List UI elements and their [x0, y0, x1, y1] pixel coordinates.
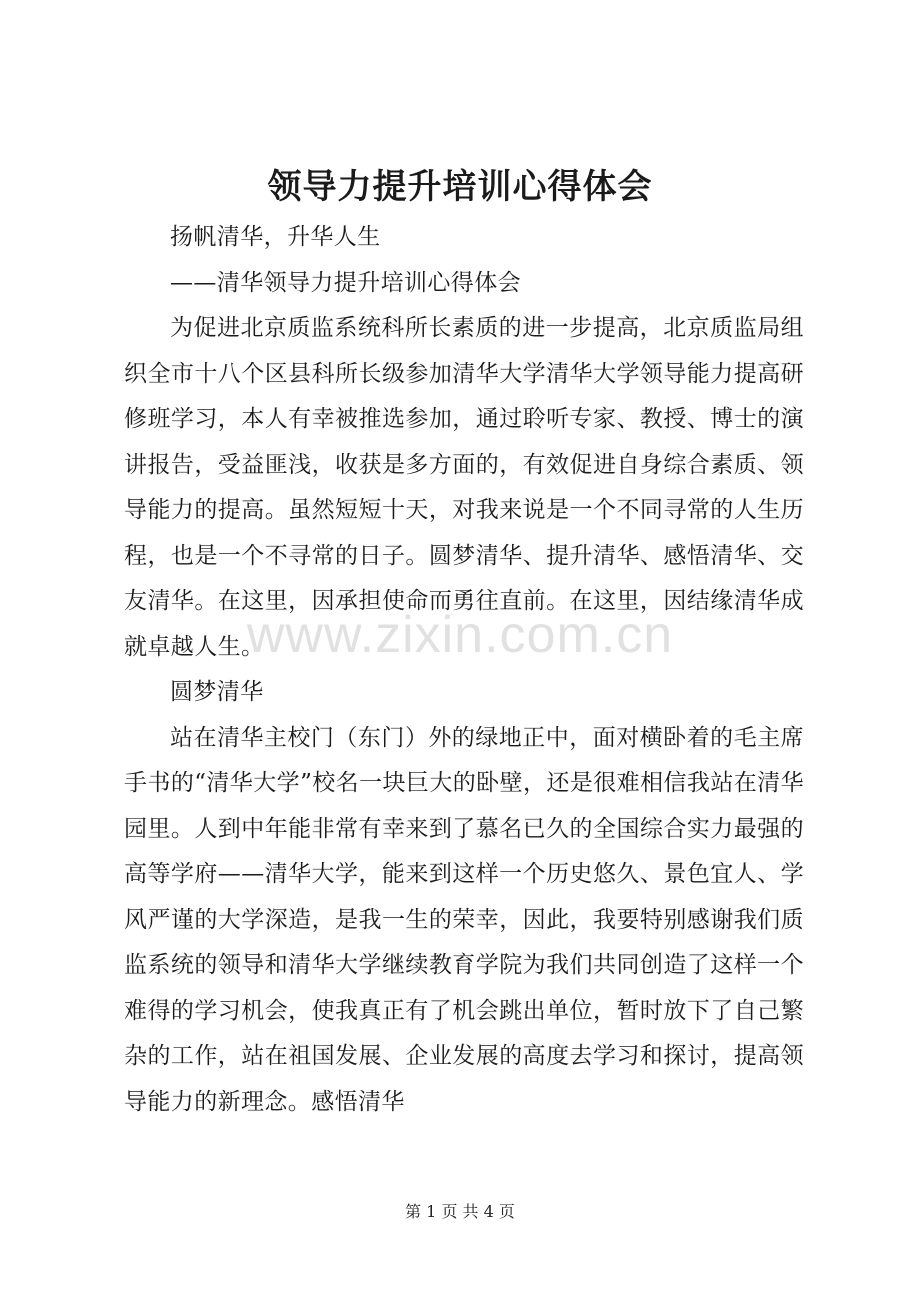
document-title: 领导力提升培训心得体会 [267, 167, 653, 207]
page-number-footer: 第 1 页 共 4 页 [405, 1202, 515, 1221]
watermark-text: www.zixin.com.cn [246, 606, 674, 664]
document-body [124, 215, 804, 1125]
byline: ——清华领导力提升培训心得体会 [170, 269, 521, 296]
paragraph-intro: 为促进北京质监系统科所长素质的进一步提高，北京质监局组织全市十八个区县科所长级参加清华大学清华大学领导能力提高研修班学习，本人有幸被推选参加，通过聆听专家、教授、博士的演讲报告，受益匪浅，收获是多方面的，有效促进自身综合素质、领导能力的提高。虽然短短十天，对我来说是一个不同寻常的人生历程，也是一个不寻常的日子。圆梦清华、提升清华、感悟清华、交友清华。在这里，因承担使命而勇往直前。在这里，因结缘清华成就卓越人生。 [124, 315, 804, 660]
paragraph-campus: 站在清华主校门（东门）外的绿地正中，面对横卧着的毛主席手书的“清华大学”校名一块巨大的卧壁，还是很难相信我站在清华园里。人到中年能非常有幸来到了慕名已久的全国综合实力最强的高等学府——清华大学，能来到这样一个历史悠久、景色宜人、学风严谨的大学深造，是我一生的荣幸，因此，我要特别感谢我们质监系统的领导和清华大学继续教育学院为我们共同创造了这样一个难得的学习机会，使我真正有了机会跳出单位，暂时放下了自己繁杂的工作，站在祖国发展、企业发展的高度去学习和探讨，提高领导能力的新理念。感悟清华 [124, 724, 804, 1115]
subtitle: 扬帆清华，升华人生 [170, 224, 381, 250]
section-heading-yuanmeng: 圆梦清华 [170, 679, 264, 705]
